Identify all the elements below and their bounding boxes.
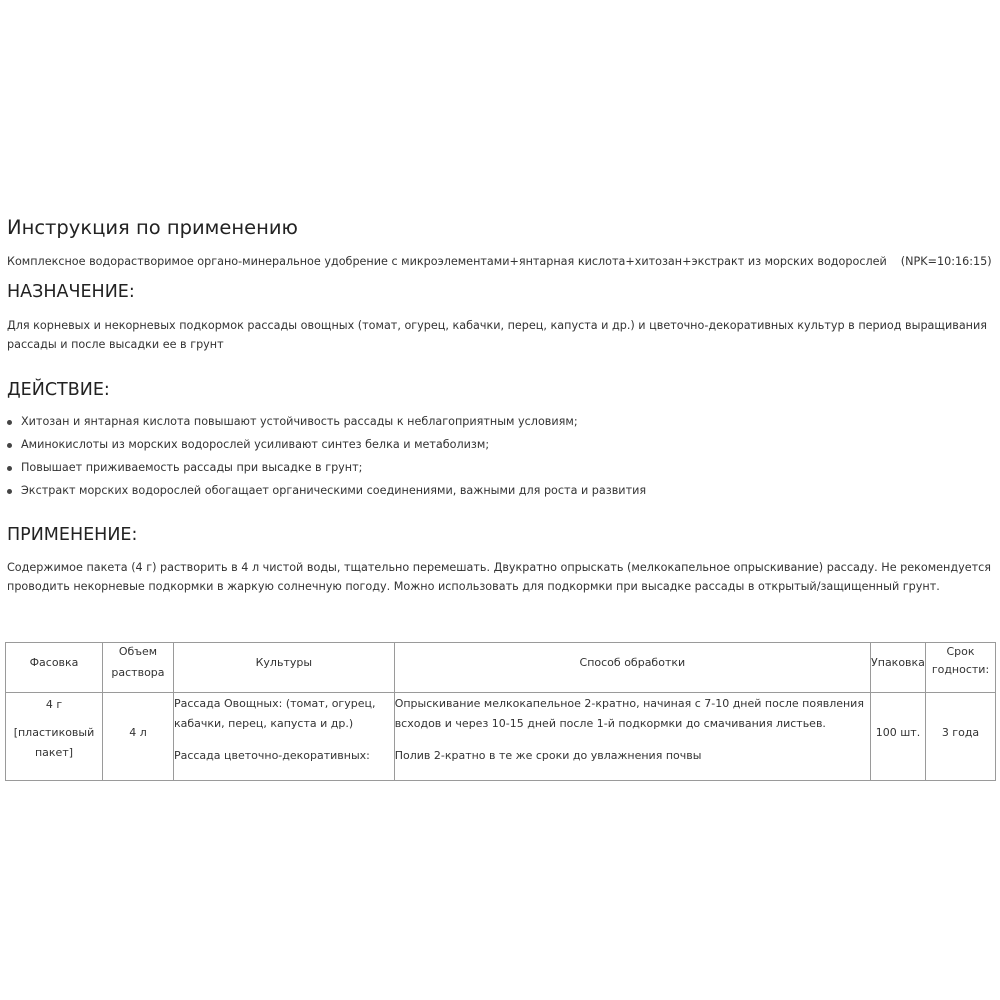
page-title: Инструкция по применению [7, 216, 298, 239]
header-volume: Объем раствора [102, 643, 173, 693]
action-list [7, 414, 995, 499]
bullet-icon [7, 466, 12, 471]
cell-method: Опрыскивание мелкокапельное 2-кратно, начиная с 7-10 дней после появления всходов и через 10-15 дней после 1-й подкормки до смачивания листьев. Полив 2-кратно в те же сроки до увлажнения почвы [394, 693, 870, 781]
list-item-text: Экстракт морских водорослей обогащает органическими соединениями, важными для роста и развития [21, 484, 647, 497]
product-description [7, 254, 995, 270]
list-item-text: Аминокислоты из морских водорослей усиливают синтез белка и метаболизм; [21, 438, 490, 451]
bullet-icon [7, 420, 12, 425]
table-header-row [6, 643, 996, 693]
purpose-heading: НАЗНАЧЕНИЕ: [7, 282, 135, 302]
table-row [6, 693, 996, 781]
usage-heading: ПРИМЕНЕНИЕ: [7, 525, 138, 545]
bullet-icon [7, 489, 12, 494]
header-method: Способ обработки [394, 643, 870, 693]
header-crops: Культуры [173, 643, 394, 693]
product-description-text: Комплексное водорастворимое органо-минеральное удобрение с микроэлементами+янтарная кислота+хитозан+экстракт из морских водорослей [7, 255, 887, 268]
purpose-text: Для корневых и некорневых подкормок рассады овощных (томат, огурец, кабачки, перец, капуста и др.) и цветочно-декоративных культур в период выращивания рассады и после высадки ее в грунт [7, 319, 987, 351]
header-shelf-life: Срок годности: [925, 643, 995, 693]
cell-volume: 4 л [102, 693, 173, 781]
header-packing: Фасовка [6, 643, 103, 693]
list-item [7, 460, 995, 476]
list-item [7, 414, 995, 430]
npk-ratio: (NPK=10:16:15) [900, 255, 992, 268]
cell-crops: Рассада Овощных: (томат, огурец, кабачки, перец, капуста и др.) Рассада цветочно-декоративных: [173, 693, 394, 781]
list-item-text: Повышает приживаемость рассады при высадке в грунт; [21, 461, 363, 474]
instruction-document [7, 214, 995, 596]
action-heading: ДЕЙСТВИЕ: [7, 380, 110, 400]
list-item [7, 483, 995, 499]
bullet-icon [7, 443, 12, 448]
list-item [7, 437, 995, 453]
cell-packing: 4 г [пластиковый пакет] [6, 693, 103, 781]
list-item-text: Хитозан и янтарная кислота повышают устойчивость рассады к неблагоприятным условиям; [21, 415, 578, 428]
usage-text: Содержимое пакета (4 г) растворить в 4 л чистой воды, тщательно перемешать. Двукратно опрыскать (мелкокапельное опрыскивание) рассаду. Не рекомендуется проводить некорневые подкормки в жаркую солнечную погоду. Можно использовать для подкормки при высадке рассады в открытый/защищенный грунт. [7, 561, 992, 593]
cell-package: 100 шт. [871, 693, 926, 781]
product-spec-table [5, 642, 996, 781]
header-package: Упаковка [871, 643, 926, 693]
cell-shelf-life: 3 года [925, 693, 995, 781]
